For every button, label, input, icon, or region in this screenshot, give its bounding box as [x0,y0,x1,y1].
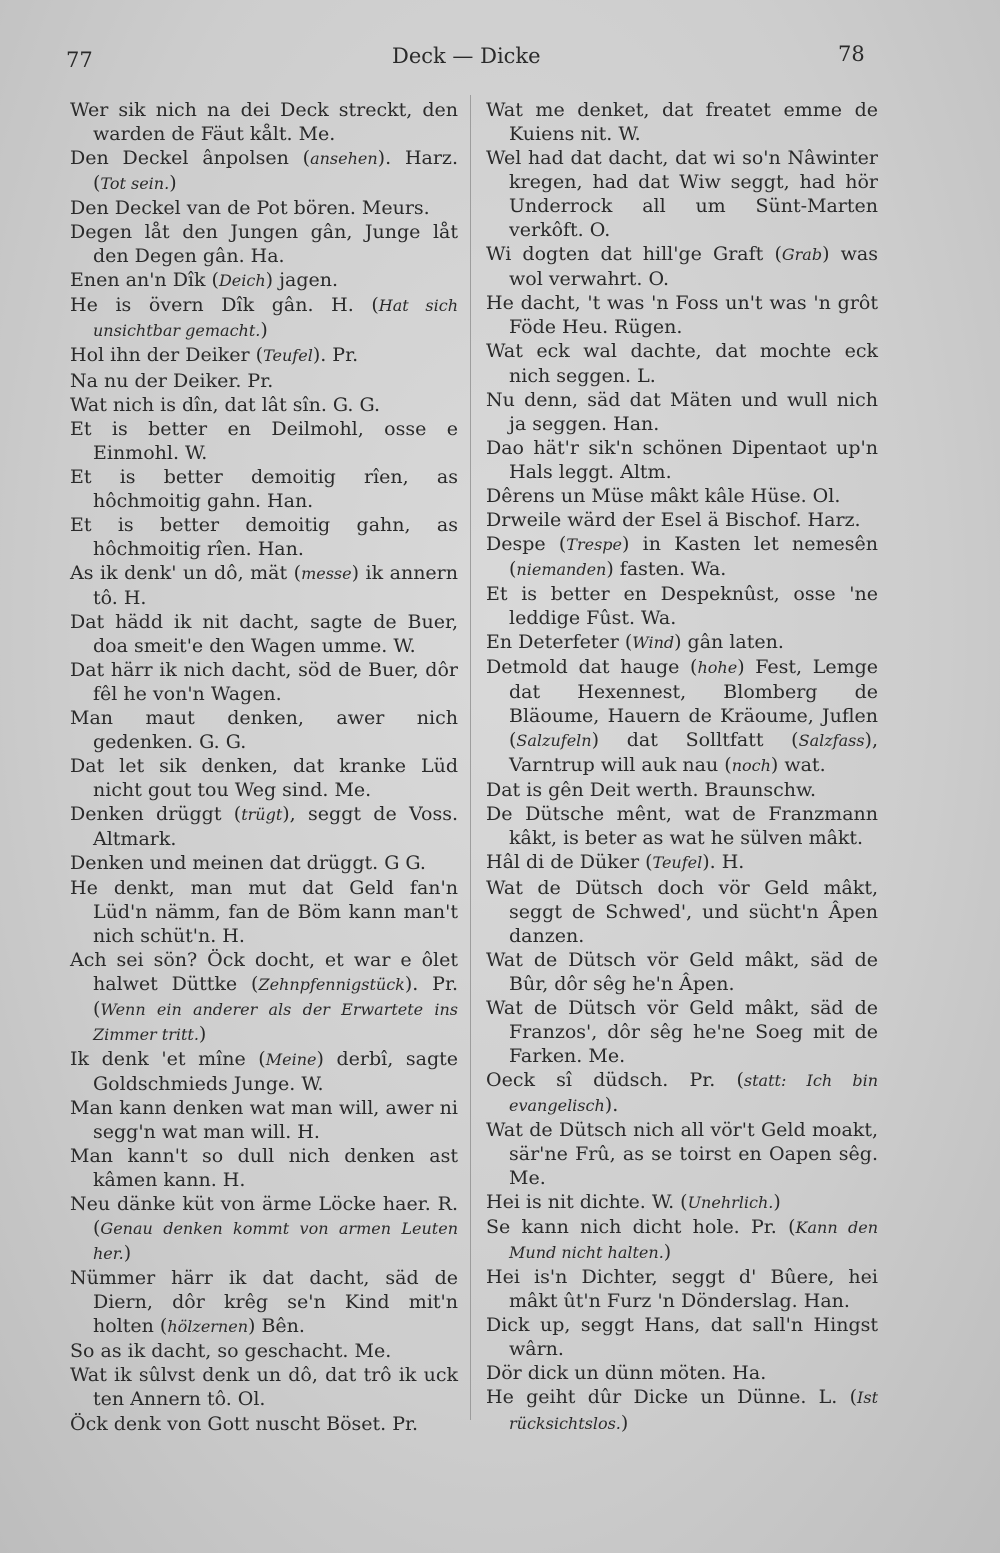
column-divider [470,95,471,1420]
entry-text: ) Fest, Lemge dat Hexennest, Blomberg de Bläoume, Hauern de Kräoume, Juflen ( [509,656,878,752]
entry-text: Wel had dat dacht, dat wi so'n Nâwinter kregen, had dat Wiw seggt, had hör Underrock all um Sünt-Marten verkôft. O. [486,147,878,242]
entry-text: Wer sik nich na dei Deck streckt, den warden de Fäut kålt. Me. [70,99,458,146]
proverb-entry [70,513,458,561]
entry-text: He geiht dûr Dicke un Dünne. L. ( [486,1386,858,1409]
entry-gloss: Ist rücksichtslos. [509,1388,878,1433]
entry-text: Hâl di de Düker ( [486,851,653,874]
entry-text: Ach sei sön? Öck docht, et war e ôlet halwet Düttke ( [70,948,458,995]
entry-text: Wat nich is dîn, dat lât sîn. G. G. [70,393,381,416]
entry-text: ) [773,1191,781,1214]
entry-text: Wat me denket, dat freatet emme de Kuiens nit. W. [486,99,878,146]
entry-gloss: hölzernen [167,1317,249,1337]
entry-text: Wi dogten dat hill'ge Graft ( [486,243,782,266]
entry-gloss: messe [301,563,352,583]
proverb-entry [486,876,878,948]
entry-text: Dat hädd ik nit dacht, sagte de Buer, doa smeit'e den Wagen umme. W. [70,610,458,658]
entry-gloss: niemanden [516,559,607,579]
entry-gloss: Grab [781,245,823,265]
entry-text: Nümmer härr ik dat dacht, säd de Diern, dôr krêg se'n Kind mit'n holten ( [70,1267,458,1338]
entry-text: ). H. [702,851,745,874]
proverb-entry [70,658,458,706]
proverb-entry [486,948,878,996]
proverb-entry [70,465,458,513]
entry-text: Nu denn, säd dat Mäten und wull nich ja seggen. Han. [486,388,878,435]
entry-text: ), seggt de Voss. Altmark. [93,803,458,851]
proverb-entry [70,948,458,1047]
entry-text: ) derbî, sagte Goldschmieds Junge. W. [93,1047,458,1095]
entry-text: Degen låt den Jungen gân, Junge låt den Degen gân. Ha. [70,221,458,268]
running-title: Deck — Dicke [392,44,541,68]
proverb-entry [70,851,458,875]
entry-text: Ik denk 'et mîne ( [70,1047,266,1070]
entry-text: Dick up, seggt Hans, dat sall'n Hingst wârn. [486,1314,878,1361]
entry-text: ). Harz. ( [93,147,458,195]
entry-gloss: statt: Ich bin evangelisch [509,1070,878,1115]
entry-gloss: Kann den Mund nicht halten. [509,1218,879,1263]
entry-text: Den Deckel van de Pot bören. Meurs. [70,197,430,220]
proverb-entry [486,388,878,436]
proverb-entry [70,876,458,948]
proverb-entry [486,436,878,484]
entry-text: So as ik dacht, so geschacht. Me. [70,1340,392,1363]
entry-text: ) dat Solltfatt ( [591,729,799,752]
proverb-entry [486,508,878,532]
entry-gloss: ansehen [310,149,378,169]
entry-text: He is övern Dîk gân. H. ( [70,294,379,317]
entry-text: Den Deckel ânpolsen ( [70,147,311,170]
entry-text: Denken drüggt ( [70,803,242,826]
proverb-entry [486,1118,878,1190]
proverb-entry [70,220,458,268]
entry-text: Drweile wärd der Esel ä Bischof. Harz. [486,508,861,531]
entry-text: ) [620,1411,629,1434]
proverb-entry [486,1215,878,1265]
entry-gloss: Hat sich unsichtbar gemacht. [93,296,458,341]
entry-text: Denken und meinen dat drüggt. G G. [70,852,426,875]
entry-gloss: Deich [218,271,266,291]
proverb-entry [486,1265,878,1313]
entry-gloss: Tot sein. [100,174,170,194]
entry-text: ). [604,1093,619,1116]
entry-text: Dör dick un dünn möten. Ha. [486,1362,767,1385]
entry-text: Wat de Dütsch vör Geld mâkt, säd de Franzos', dôr sêg he'ne Soeg mit de Farken. Me. [486,996,878,1067]
proverb-entry [70,706,458,754]
proverb-entry [70,343,458,368]
proverb-entry [486,484,878,508]
proverb-entry [70,754,458,802]
entry-text: ) fasten. Wa. [606,557,727,580]
proverb-entry [70,802,458,851]
proverb-entry [486,1361,878,1385]
entry-gloss: Salzufeln [516,731,592,751]
proverb-entry [486,850,878,875]
entry-text: ) [123,1242,132,1265]
proverb-entry [70,610,458,658]
proverb-entry [486,291,878,339]
entry-text: He denkt, man mut dat Geld fan'n Lüd'n nämm, fan de Böm kann man't nich schüt'n. H. [70,876,458,947]
entry-text: As ik denk' un dô, mät ( [70,561,302,584]
entry-text: ). Pr. [312,344,359,367]
entry-text: Man kann't so dull nich denken ast kâmen kann. H. [70,1145,458,1192]
proverb-entry [70,369,458,393]
entry-text: Detmold dat hauge ( [486,656,698,679]
entry-gloss: Meine [265,1049,317,1069]
proverb-entry [486,242,878,291]
entry-text: ) wat. [770,754,826,777]
entry-text: Et is better en Despeknûst, osse 'ne leddige Fûst. Wa. [486,582,878,629]
left-page-number: 77 [66,48,93,72]
proverb-entry [70,1096,458,1144]
proverb-entry [70,1412,458,1436]
proverb-entry [70,98,458,146]
entry-text: ) [198,1022,207,1045]
proverb-entry [70,293,458,343]
page-header [0,42,1000,76]
proverb-entry [486,532,878,582]
entry-text: Wat ik sûlvst denk un dô, dat trô ik uck ten Annern tô. Ol. [70,1364,458,1411]
right-column [486,98,878,1436]
entry-text: Dêrens un Müse mâkt kâle Hüse. Ol. [486,484,841,507]
entry-text: Hol ihn der Deiker ( [70,344,264,367]
entry-gloss: Wind [632,633,675,653]
proverb-entry [486,582,878,630]
entry-gloss: trügt [241,805,283,825]
proverb-entry [70,1047,458,1096]
entry-text: Dat let sik denken, dat kranke Lüd nicht gout tou Weg sind. Me. [70,755,458,802]
entry-text: ) ik annern tô. H. [93,561,458,609]
entry-text: ). Pr. ( [93,972,459,1020]
entry-text: Et is better demoitig gahn, as hôchmoitig rîen. Han. [70,513,458,560]
entry-gloss: Salzfass [798,731,865,751]
entry-text: ) [169,172,177,195]
proverb-entry [486,146,878,242]
proverb-entry [70,268,458,293]
proverb-entry [486,1313,878,1361]
entry-text: ) Bên. [248,1315,305,1338]
entry-text: ), Varntrup will auk nau ( [509,729,878,777]
left-column [70,98,458,1436]
entry-text: Hei is nit dichte. W. ( [486,1191,688,1214]
entry-text: Se kann nich dicht hole. Pr. ( [486,1216,796,1239]
entry-text: Man maut denken, awer nich gedenken. G. G. [70,707,458,754]
entry-text: ) [260,319,268,342]
entry-text: En Deterfeter ( [486,631,633,654]
right-page-number: 78 [838,42,865,66]
proverb-entry [486,996,878,1068]
entry-text: Wat de Dütsch vör Geld mâkt, säd de Bûr, dôr sêg he'n Âpen. [486,948,878,995]
entry-text: Enen an'n Dîk ( [70,269,219,292]
proverb-entry [70,1144,458,1192]
proverb-entry [70,146,458,196]
proverb-entry [486,1068,878,1118]
entry-text: Dao hät'r sik'n schönen Dipentaot up'n Hals leggt. Altm. [486,436,878,483]
proverb-entry [486,655,878,778]
entry-text: Man kann denken wat man will, awer ni segg'n wat man will. H. [70,1096,458,1143]
entry-gloss: Unehrlich. [687,1193,774,1213]
proverb-entry [70,1266,458,1339]
proverb-entry [486,778,878,802]
proverb-entry [486,98,878,146]
proverb-entry [70,1363,458,1411]
entry-text: Dat is gên Deit werth. Braunschw. [486,779,817,802]
proverb-entry [486,1190,878,1215]
entry-gloss: Teufel [652,853,703,873]
proverb-entry [70,1339,458,1363]
proverb-entry [70,393,458,417]
entry-text: Na nu der Deiker. Pr. [70,369,274,392]
entry-gloss: Trespe [566,534,623,554]
proverb-entry [70,196,458,220]
entry-gloss: Genau denken kommt von armen Leuten her. [93,1219,458,1264]
entry-text: Wat eck wal dachte, dat mochte eck nich seggen. L. [486,340,878,387]
proverb-entry [70,417,458,465]
entry-text: ) in Kasten let nemesên ( [509,532,879,580]
entry-gloss: Zehnpfennigstück [258,974,405,994]
entry-text: Öck denk von Gott nuscht Böset. Pr. [70,1412,419,1435]
proverb-entry [486,802,878,850]
entry-text: He dacht, 't was 'n Foss un't was 'n grôt Föde Heu. Rügen. [486,292,878,339]
proverb-entry [486,630,878,655]
entry-text: Hei is'n Dichter, seggt d' Bûere, hei mâkt ût'n Furz 'n Dönderslag. Han. [486,1266,878,1313]
entry-text: Et is better en Deilmohl, osse e Einmohl. W. [70,417,458,464]
entry-gloss: Wenn ein anderer als der Erwartete ins Zimmer tritt. [93,999,458,1044]
proverb-entry [486,339,878,387]
entry-text: ) jagen. [265,269,339,292]
entry-text: ) [663,1241,672,1264]
entry-text: Despe ( [486,532,567,555]
entry-gloss: hohe [697,658,738,678]
entry-text: Wat de Dütsch doch vör Geld mâkt, seggt de Schwed', und sücht'n Âpen danzen. [486,876,878,947]
proverb-entry [70,561,458,610]
entry-gloss: Teufel [263,346,313,366]
entry-gloss: noch [731,756,771,776]
entry-text: De Dütsche mênt, wat de Franzmann kâkt, is beter as wat he sülven mâkt. [486,803,878,850]
proverb-entry [70,1192,458,1266]
entry-text: Neu dänke küt von ärme Löcke haer. R. ( [70,1193,458,1240]
entry-text: ) was wol verwahrt. O. [509,243,878,291]
entry-text: Oeck sî düdsch. Pr. ( [486,1068,744,1091]
proverb-entry [486,1385,878,1435]
entry-text: Wat de Dütsch nich all vör't Geld moakt, sär'ne Frû, as se toirst en Oapen sêg. Me. [486,1118,878,1190]
entry-text: Dat härr ik nich dacht, söd de Buer, dôr fêl he von'n Wagen. [70,659,458,706]
entry-text: ) gân laten. [674,631,784,654]
entry-text: Et is better demoitig rîen, as hôchmoitig gahn. Han. [70,465,458,512]
